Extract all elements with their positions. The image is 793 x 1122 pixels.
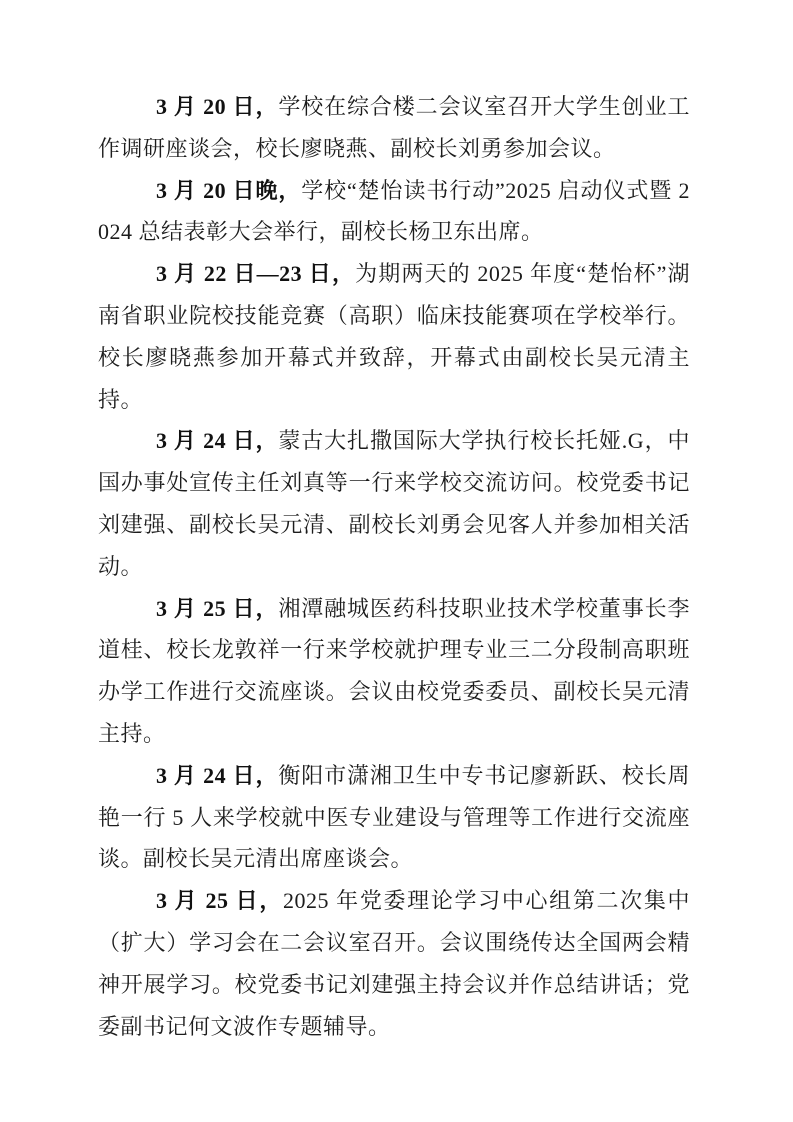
event-date: 3 月 24 日，	[156, 762, 279, 788]
event-text: 为期两天的 2025 年度“楚怡杯”湖南省职业院校技能竞赛（高职）临床技能赛项在学校举行。校长廖晓燕参加开幕式并致辞，开幕式由副校长吴元清主持。	[98, 261, 690, 412]
event-date: 3 月 20 日，	[156, 94, 279, 119]
document-body	[98, 86, 690, 1047]
event-text: 学校“楚怡读书行动”2025 启动仪式暨 2024 总结表彰大会举行，副校长杨卫东出席。	[98, 177, 690, 245]
event-text: 蒙古大扎撒国际大学执行校长托娅.G，中国办事处宣传主任刘真等一行来学校交流访问。校党委书记刘建强、副校长吴元清、副校长刘勇会见客人并参加相关活动。	[98, 428, 690, 579]
event-paragraph	[98, 253, 690, 420]
event-date: 3 月 22 日—23 日，	[156, 261, 356, 287]
event-paragraph	[98, 755, 690, 880]
event-paragraph	[98, 420, 690, 587]
event-text: 2025 年党委理论学习中心组第二次集中（扩大）学习会在二会议室召开。会议围绕传达全国两会精神开展学习。校党委书记刘建强主持会议并作总结讲话；党委副书记何文波作专题辅导。	[98, 888, 690, 1039]
event-paragraph	[98, 86, 690, 170]
event-paragraph	[98, 880, 690, 1047]
event-paragraph	[98, 170, 690, 254]
event-text: 学校在综合楼二会议室召开大学生创业工作调研座谈会，校长廖晓燕、副校长刘勇参加会议。	[98, 94, 690, 161]
event-date: 3 月 24 日，	[156, 428, 279, 454]
event-date: 3 月 20 日晚，	[156, 177, 302, 203]
event-date: 3 月 25 日，	[156, 888, 283, 914]
event-text: 湘潭融城医药科技职业技术学校董事长李道桂、校长龙敦祥一行来学校就护理专业三二分段制高职班办学工作进行交流座谈。会议由校党委委员、副校长吴元清主持。	[98, 595, 690, 746]
event-paragraph	[98, 588, 690, 755]
event-text: 衡阳市潇湘卫生中专书记廖新跃、校长周艳一行 5 人来学校就中医专业建设与管理等工作进行交流座谈。副校长吴元清出席座谈会。	[98, 762, 690, 872]
event-date: 3 月 25 日，	[156, 595, 279, 621]
